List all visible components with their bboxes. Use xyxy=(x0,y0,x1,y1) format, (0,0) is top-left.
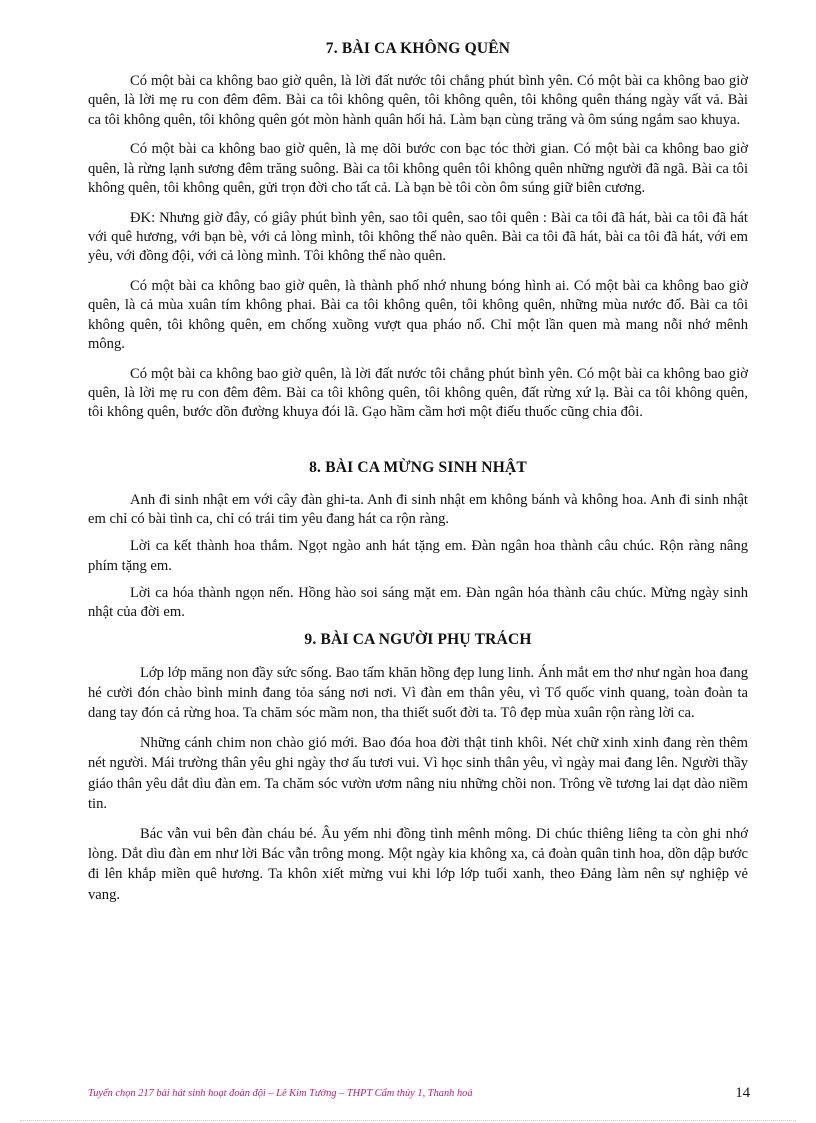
song-section-9 xyxy=(88,631,748,905)
song-section-8 xyxy=(88,459,748,623)
song-title: 8. BÀI CA MỪNG SINH NHẬT xyxy=(309,458,527,476)
lyric-paragraph: Anh đi sinh nhật em với cây đàn ghi-ta. Anh đi sinh nhật em không bánh và không hoa. Anh đi sinh nhật em chỉ có bài tình ca, chỉ có trái tim yêu đang hát ca rộn ràng. xyxy=(88,491,748,528)
lyric-paragraph: Lời ca kết thành hoa thắm. Ngọt ngào anh hát tặng em. Đàn ngân hoa thành câu chúc. Rộn ràng nâng phím tặng em. xyxy=(88,538,748,574)
song-title: 7. BÀI CA KHÔNG QUÊN xyxy=(325,40,511,57)
lyric-paragraph: Có một bài ca không bao giờ quên, là lời đất nước tôi chẳng phút bình yên. Có một bài ca không bao giờ quên, là lời mẹ ru con đêm đêm. Bài ca tôi không quên, tôi không quên, tôi không quên tháng ngày vất vả. Bài ca tôi không quên, tôi không quên gót mòn hành quân hối hả. Làm bạn cùng trăng và ôm súng ngắm sao khuya. xyxy=(88,73,748,128)
lyric-paragraph: Có một bài ca không bao giờ quên, là mẹ dõi bước con bạc tóc thời gian. Có một bài ca không bao giờ quên, là rừng lạnh sương đêm trăng suông. Bài ca tôi không quên tôi không quên những người đã ngã. Bài ca tôi không quên, tôi không quên, gửi trọn đời cho tất cả. Là bạn bè tôi còn ôm súng giữ biên cương. xyxy=(88,141,748,196)
song-title: 9. BÀI CA NGƯỜI PHỤ TRÁCH xyxy=(304,630,532,648)
chorus-paragraph: ĐK: Nhưng giờ đây, có giây phút bình yên, sao tôi quên, sao tôi quên : Bài ca tôi đã hát, bài ca tôi đã hát với quê hương, với bạn bè, với cả lòng mình, tôi không thể nào quên. Bài ca tôi đã hát, bài ca tôi đã hát, với em yêu, với đồng đội, với cả lòng mình. Tôi không thể nào quên. xyxy=(88,209,748,265)
lyric-paragraph: Lớp lớp măng non đầy sức sống. Bao tấm khăn hồng đẹp lung linh. Ánh mắt em thơ như ngàn hoa đang hé cười đón chào bình minh đang tỏa sáng nơi nơi. Vì đàn em thân yêu, vì Tổ quốc vinh quang, toàn đoàn ta dang tay đón cả rừng hoa. Ta chăm sóc mầm non, tha thiết suốt đời ta. Tô đẹp mùa xuân rộn ràng lời ca. xyxy=(88,664,748,721)
page-number: 14 xyxy=(735,1085,750,1101)
lyric-paragraph: Có một bài ca không bao giờ quên, là lời đất nước tôi chẳng phút bình yên. Có một bài ca không bao giờ quên, là lời mẹ ru con đêm đêm. Bài ca tôi không quên, tôi không quên, đất rừng xứ lạ. Bài ca tôi không quên, tôi không quên, bước dồn đường khuya đói lã. Gạo hầm cầm hơi một điếu thuốc cũng chia đôi. xyxy=(88,365,748,421)
lyric-paragraph: Những cánh chim non chào gió mới. Bao đóa hoa đời thật tinh khôi. Nét chữ xinh xinh đang rèn thêm nét người. Mái trường thân yêu ghi ngày thơ ấu tươi vui. Vì học sinh thân yêu, vì ngày mai đang lên. Người thầy giáo thân yêu dắt dìu đàn em. Ta chăm sóc vườn ươm nâng niu những chồi non. Trông về tương lai dạt dào niềm tin. xyxy=(88,735,748,812)
lyric-paragraph: Bác vẫn vui bên đàn cháu bé. Âu yếm nhi đồng tình mênh mông. Di chúc thiêng liêng ta còn ghi nhớ lòng. Dắt dìu đàn em như lời Bác vẫn trông mong. Một ngày kia không xa, cả đoàn quân tinh hoa, dồn dập bước đi lên khắp miền quê hương. Ta khôn xiết mừng vui khi lớp lớp tuổi xanh, theo Đảng làm nên sự nghiệp vẻ vang. xyxy=(88,825,748,903)
document-page xyxy=(88,40,748,915)
song-section-7 xyxy=(88,40,748,423)
footer-text: Tuyển chọn 217 bài hát sinh hoạt đoàn đội – Lê Kim Tường – THPT Cẩm thủy 1, Thanh hoá xyxy=(88,1088,473,1099)
page-footer xyxy=(88,1085,750,1105)
page-bottom-divider xyxy=(20,1120,796,1121)
lyric-paragraph: Lời ca hóa thành ngọn nến. Hồng hào soi sáng mặt em. Đàn ngân hóa thành câu chúc. Mừng ngày sinh nhật của đời em. xyxy=(88,584,748,621)
lyric-paragraph: Có một bài ca không bao giờ quên, là thành phố nhớ nhung bóng hình ai. Có một bài ca không bao giờ quên, là cả mùa xuân tím không phai. Bài ca tôi không quên, tôi không quên, những mùa nước đổ. Bài ca tôi không quên, tôi không quên, em chống xuồng vượt qua pháo nổ. Chỉ một lần quen mà mang nỗi nhớ mênh mông. xyxy=(88,278,748,353)
